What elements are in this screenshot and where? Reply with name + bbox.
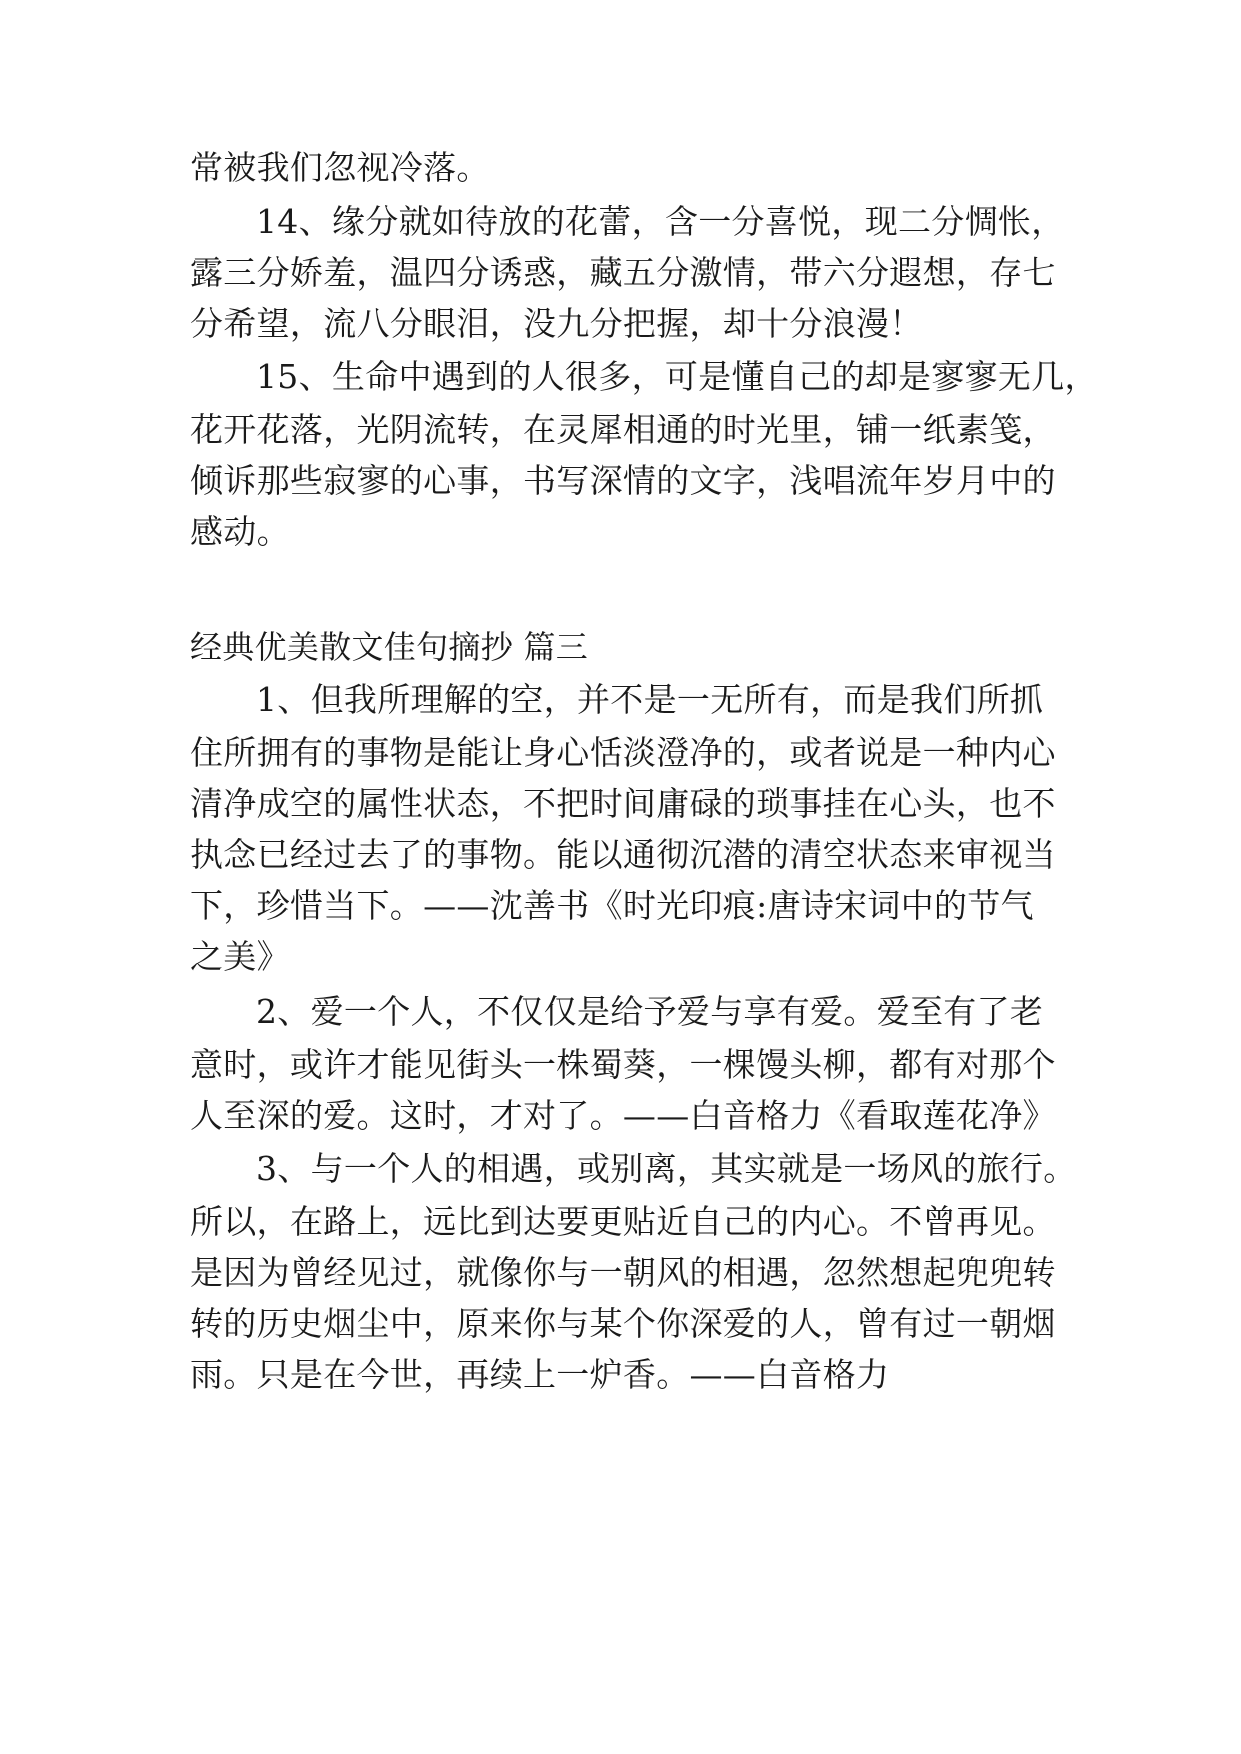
paragraph-line: 14、缘分就如待放的花蕾，含一分喜悦，现二分惆怅，	[256, 202, 1065, 241]
paragraph-line: 分希望，流八分眼泪，没九分把握，却十分浪漫！	[190, 304, 923, 343]
paragraph-line: 3、与一个人的相遇，或别离，其实就是一场风的旅行。	[256, 1149, 1077, 1188]
paragraph-line: 感动。	[190, 512, 290, 551]
paragraph-line: 之美》	[190, 937, 290, 976]
paragraph-line: 露三分娇羞，温四分诱惑，藏五分激情，带六分遐想，存七	[190, 253, 1056, 292]
paragraph-line: 雨。只是在今世，再续上一炉香。——白音格力	[190, 1355, 890, 1394]
section-heading: 经典优美散文佳句摘抄 篇三	[190, 628, 589, 666]
paragraph-line: 清净成空的属性状态，不把时间庸碌的琐事挂在心头，也不	[190, 784, 1056, 823]
paragraph-line: 常被我们忽视冷落。	[190, 148, 490, 187]
paragraph-line: 15、生命中遇到的人很多，可是懂自己的却是寥寥无几，	[256, 357, 1098, 396]
paragraph-line: 是因为曾经见过，就像你与一朝风的相遇，忽然想起兜兜转	[190, 1253, 1056, 1292]
paragraph-line: 所以，在路上，远比到达要更贴近自己的内心。不曾再见。	[190, 1202, 1056, 1241]
paragraph-line: 意时，或许才能见街头一株蜀葵，一棵馒头柳，都有对那个	[190, 1045, 1056, 1084]
paragraph-line: 2、爱一个人，不仅仅是给予爱与享有爱。爱至有了老	[256, 992, 1044, 1031]
paragraph-line: 转的历史烟尘中，原来你与某个你深爱的人，曾有过一朝烟	[190, 1304, 1056, 1343]
paragraph-line: 倾诉那些寂寥的心事，书写深情的文字，浅唱流年岁月中的	[190, 461, 1056, 500]
paragraph-line: 住所拥有的事物是能让身心恬淡澄净的，或者说是一种内心	[190, 733, 1056, 772]
paragraph-line: 执念已经过去了的事物。能以通彻沉潜的清空状态来审视当	[190, 835, 1056, 874]
paragraph-line: 1、但我所理解的空，并不是一无所有，而是我们所抓	[256, 680, 1044, 719]
paragraph-line: 人至深的爱。这时，才对了。——白音格力《看取莲花净》	[190, 1096, 1056, 1135]
paragraph-line: 花开花落，光阴流转，在灵犀相通的时光里，铺一纸素笺，	[190, 410, 1056, 449]
paragraph-line: 下，珍惜当下。——沈善书《时光印痕:唐诗宋词中的节气	[190, 886, 1034, 925]
